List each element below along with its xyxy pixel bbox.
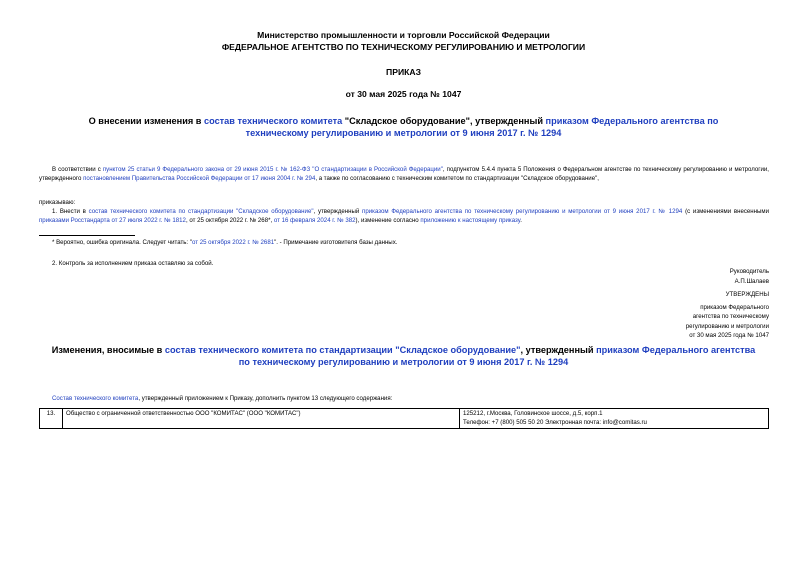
changes-title: [45, 345, 762, 368]
agency-name: ФЕДЕРАЛЬНОЕ АГЕНТСТВО ПО ТЕХНИЧЕСКОМУ РЕГУЛИРОВАНИЮ И МЕТРОЛОГИИ: [221, 42, 586, 52]
title-text: "Складское оборудование", утвержденный: [342, 116, 546, 126]
changes-table: [39, 408, 769, 429]
changes-title-text: , утвержденный: [520, 345, 597, 355]
item-1-text: 1. Внести в: [52, 208, 89, 215]
preamble-paragraph: [39, 166, 769, 183]
government-resolution-link[interactable]: постановлением Правительства Российской Федерации от 17 июня 2004 г. № 294: [83, 174, 316, 182]
order-382-link[interactable]: от 16 февраля 2024 г. № 382: [273, 216, 356, 224]
item-2-paragraph: 2. Контроль за исполнением приказа оставляю за собой.: [52, 260, 214, 267]
footnote-text: ". - Примечание изготовителя базы данных.: [274, 239, 398, 246]
rosstandart-orders-link[interactable]: приказами Росстандарта от 27 июля 2022 г. № 1812: [39, 216, 186, 224]
order-word: приказываю:: [39, 199, 76, 206]
preamble-text: В соответствии с: [52, 166, 103, 173]
item-1-text: (с изменениями внесенными: [682, 208, 769, 215]
item-1-text: ), изменение согласно: [355, 216, 421, 224]
footnote-order-link[interactable]: от 25 октября 2022 г. № 2681: [191, 239, 275, 246]
document-date-number: от 30 мая 2025 года № 1047: [345, 89, 462, 99]
footnote: [52, 239, 769, 248]
approval-line: УТВЕРЖДЕНЫ: [725, 291, 769, 298]
signature-block: [730, 268, 769, 286]
committee-composition-link[interactable]: состав технического комитета по стандартизации "Складское оборудование": [88, 208, 314, 215]
order-1294-link[interactable]: приказом Федерального агентства по техническому регулированию и метрологии от 9 июня 2017 г. № 1294: [362, 208, 683, 215]
organization-phone-email: Телефон: +7 (800) 505 50 20 Электронная почта: info@comitas.ru: [463, 418, 647, 426]
approval-line: регулированию и метрологии: [685, 322, 769, 330]
organization-name: Общество с ограниченной ответственностью ООО "КОМИТАС" (ООО "КОМИТАС"): [63, 409, 460, 429]
document-type: ПРИКАЗ: [386, 67, 421, 77]
approval-stamp: [686, 291, 769, 341]
title-text: О внесении изменения в: [88, 116, 204, 126]
ministry-name: Министерство промышленности и торговли Российской Федерации: [257, 30, 550, 40]
footnote-separator: [39, 235, 135, 236]
item-1-paragraph: [39, 208, 769, 225]
organization-contacts: [460, 409, 769, 429]
approval-line: агентства по техническому: [692, 313, 769, 321]
item-1-text: , утвержденный: [313, 208, 363, 215]
federal-law-link[interactable]: пунктом 25 статьи 9 Федерального закона от 29 июня 2015 г. № 162-ФЗ "О стандартизации в Российской Федерации": [102, 166, 443, 173]
item-1-text: , от 25 октября 2022 г. № 268*,: [185, 216, 274, 224]
committee-composition-intro-link[interactable]: Состав технического комитета: [52, 395, 139, 402]
changes-order-link[interactable]: приказом Федерального агентства по техническому регулированию и метрологии от 9 июня 2017 г. № 1294: [238, 345, 756, 367]
table-row: [40, 409, 769, 429]
document-title: [60, 116, 747, 139]
preamble-text: , подпунктом 5.4.4 пункта 5 Положения о Федеральном агентстве по техническому регулированию и метрологии, утвержденного: [39, 166, 769, 182]
approval-line: от 30 мая 2025 года № 1047: [689, 332, 769, 340]
title-committee-link[interactable]: состав технического комитета: [203, 116, 343, 126]
changes-intro: [52, 395, 769, 404]
changes-title-text: Изменения, вносимые в: [51, 345, 165, 355]
preamble-text: , а также по согласованию с техническим комитетом по стандартизации "Складское оборудование",: [315, 174, 599, 182]
title-order-link[interactable]: приказом Федерального агентства по техническому регулированию и метрологии от 9 июня 2017 г. № 1294: [245, 116, 719, 138]
changes-intro-text: , утвержденный приложением к Приказу, дополнить пунктом 13 следующего содержания:: [138, 395, 393, 402]
item-1-text: .: [520, 216, 522, 224]
appendix-link[interactable]: приложению к настоящему приказу: [420, 216, 521, 224]
organization-address: 125212, г.Москва, Головинское шоссе, д.5, корп.1: [463, 410, 603, 417]
changes-committee-link[interactable]: состав технического комитета по стандартизации "Складское оборудование": [164, 345, 521, 355]
approval-line: приказом Федерального: [700, 303, 769, 311]
footnote-text: * Вероятно, ошибка оригинала. Следует читать: ": [52, 239, 192, 246]
signer-position: Руководитель: [729, 268, 769, 275]
signer-name: А.П.Шалаев: [734, 277, 769, 285]
row-number: 13.: [40, 409, 63, 429]
